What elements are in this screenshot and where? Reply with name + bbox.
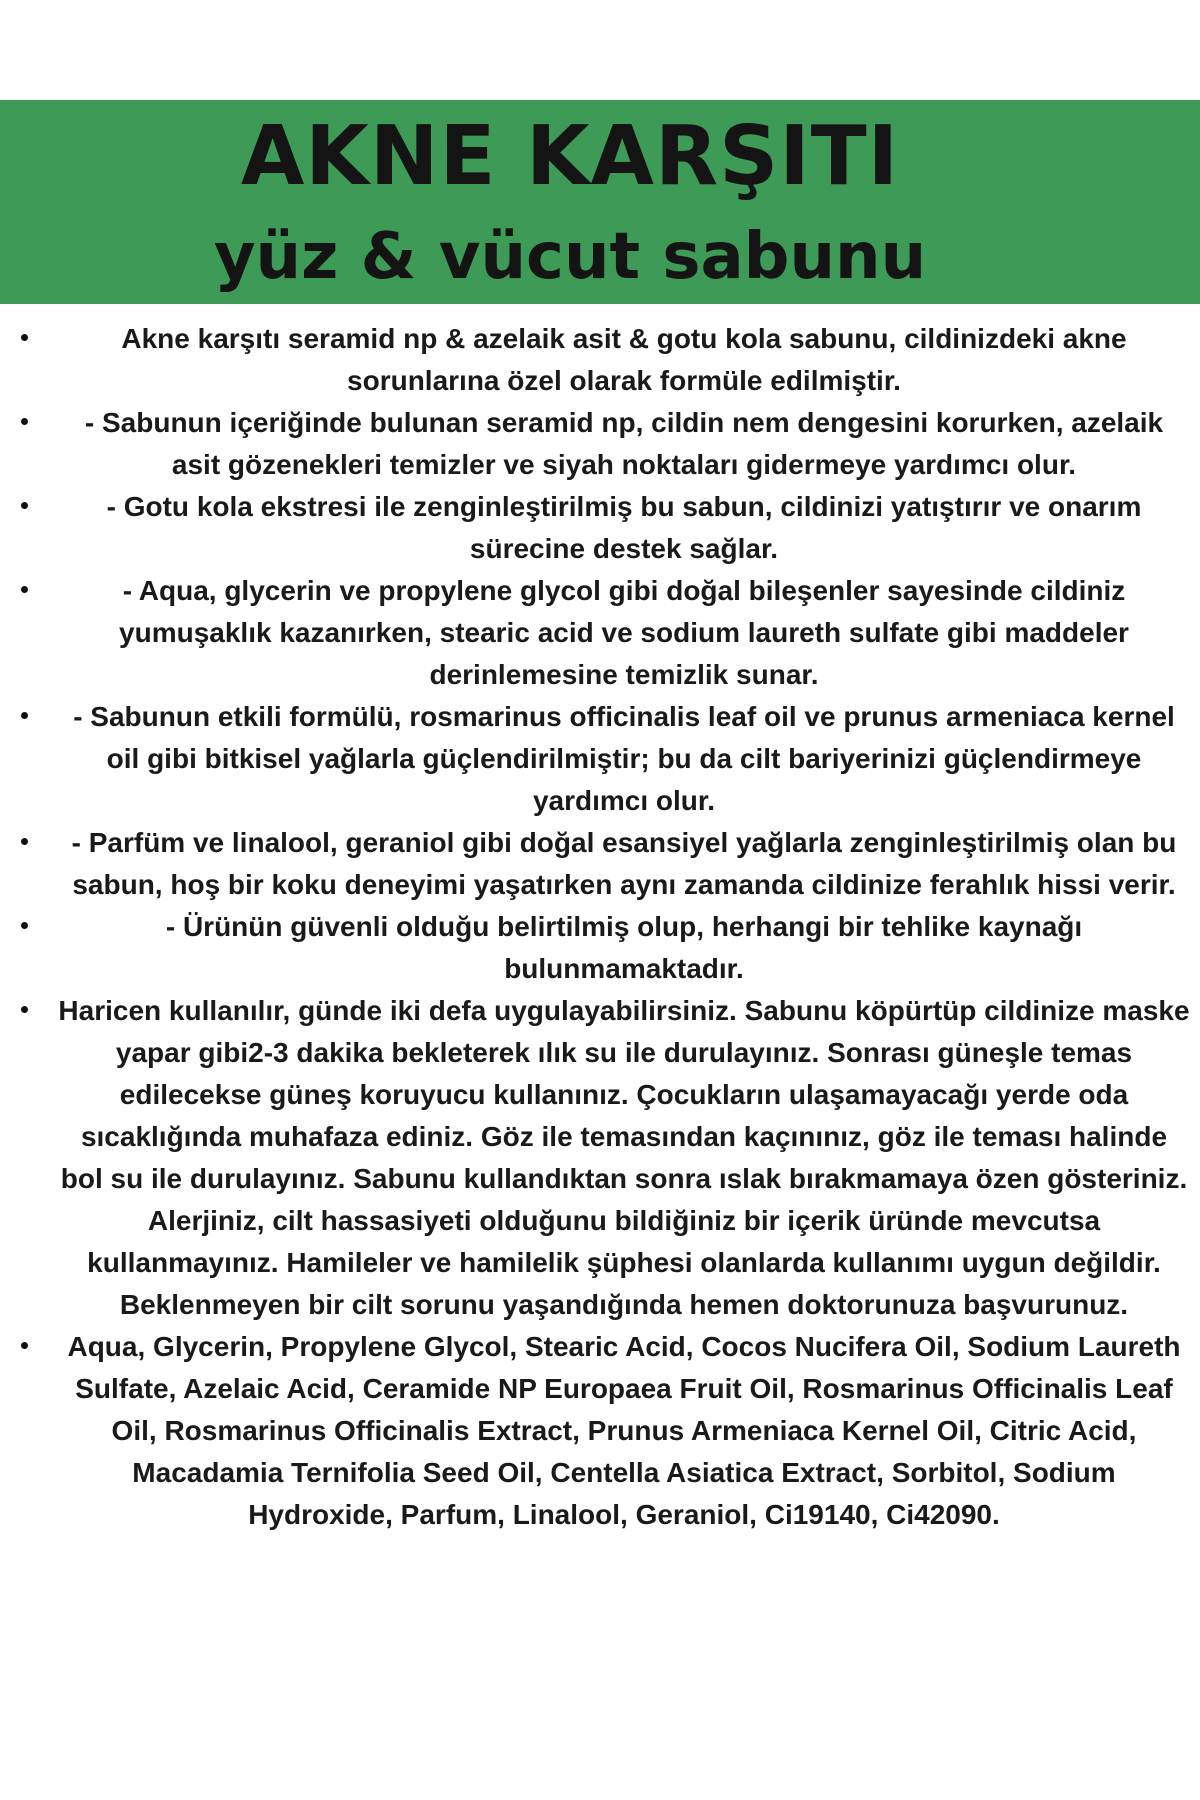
list-item [0,318,1200,402]
list-item [0,1326,1200,1536]
list-item-text: Aqua, Glycerin, Propylene Glycol, Stearic Acid, Cocos Nucifera Oil, Sodium Laureth Sulfate, Azelaic Acid, Ceramide NP Europaea Fruit Oil, Rosmarinus Officinalis Leaf Oil, Rosmarinus Officinalis Extract, Prunus Armeniaca Kernel Oil, Citric Acid, Macadamia Ternifolia Seed Oil, Centella Asiatica Extract, Sorbitol, Sodium Hydroxide, Parfum, Linalool, Geraniol, Ci19140, Ci42090. [67,1331,1181,1530]
list-item [0,906,1200,990]
bullet-icon [21,334,28,341]
list-item-text: - Sabunun etkili formülü, rosmarinus officinalis leaf oil ve prunus armeniaca kernel oil gibi bitkisel yağlarla güçlendirilmiştir; bu da cilt bariyerinizi güçlendirmeye yardımcı olur. [73,701,1175,816]
bullet-icon [21,502,28,509]
list-item-text: - Sabunun içeriğinde bulunan seramid np, cildin nem dengesini korurken, azelaik asit gözenekleri temizler ve siyah noktaları gidermeye yardımcı olur. [84,407,1164,480]
list-item-text: - Aqua, glycerin ve propylene glycol gibi doğal bileşenler sayesinde cildiniz yumuşaklık kazanırken, stearic acid ve sodium laureth sulfate gibi maddeler derinlemesine temizlik sunar. [119,575,1129,690]
page-subtitle: yüz & vücut sabunu [213,220,927,294]
list-item [0,486,1200,570]
list-item [0,402,1200,486]
list-item [0,570,1200,696]
page-title: AKNE KARŞITI [240,109,900,204]
bullet-icon [21,1342,28,1349]
bullet-icon [21,1006,28,1013]
bullet-icon [21,712,28,719]
list-item-text: Haricen kullanılır, günde iki defa uygulayabilirsiniz. Sabunu köpürtüp cildinize maske yapar gibi2-3 dakika bekleterek ılık su ile durulayınız. Sonrası güneşle temas edilecekse güneş koruyucu kullanınız. Çocukların ulaşamayacağı yerde oda sıcaklığında muhafaza ediniz. Göz ile temasından kaçınınız, göz ile teması halinde bol su ile durulayınız. Sabunu kullandıktan sonra ıslak bırakmamaya özen gösteriniz. Alerjiniz, cilt hassasiyeti olduğunu bildiğiniz bir içerik üründe mevcutsa kullanmayınız. Hamileler ve hamilelik şüphesi olanlarda kullanımı uygun değildir. Beklenmeyen bir cilt sorunu yaşandığında hemen doktorunuza başvurunuz. [58,995,1190,1320]
product-description [0,318,1200,1536]
bullet-icon [21,418,28,425]
list-item-text: - Parfüm ve linalool, geraniol gibi doğal esansiyel yağlarla zenginleştirilmiş olan bu sabun, hoş bir koku deneyimi yaşatırken aynı zamanda cildinize ferahlık hissi verir. [71,827,1177,900]
list-item [0,990,1200,1326]
bullet-list [0,318,1200,1536]
list-item-text: Akne karşıtı seramid np & azelaik asit & gotu kola sabunu, cildinizdeki akne sorunlarına özel olarak formüle edilmiştir. [121,323,1127,396]
bullet-icon [21,586,28,593]
list-item [0,822,1200,906]
list-item-text: - Ürünün güvenli olduğu belirtilmiş olup, herhangi bir tehlike kaynağı bulunmamaktadır. [165,911,1083,984]
list-item [0,696,1200,822]
list-item-text: - Gotu kola ekstresi ile zenginleştirilmiş bu sabun, cildinizi yatıştırır ve onarım sürecine destek sağlar. [106,491,1142,564]
bullet-icon [21,922,28,929]
bullet-icon [21,838,28,845]
